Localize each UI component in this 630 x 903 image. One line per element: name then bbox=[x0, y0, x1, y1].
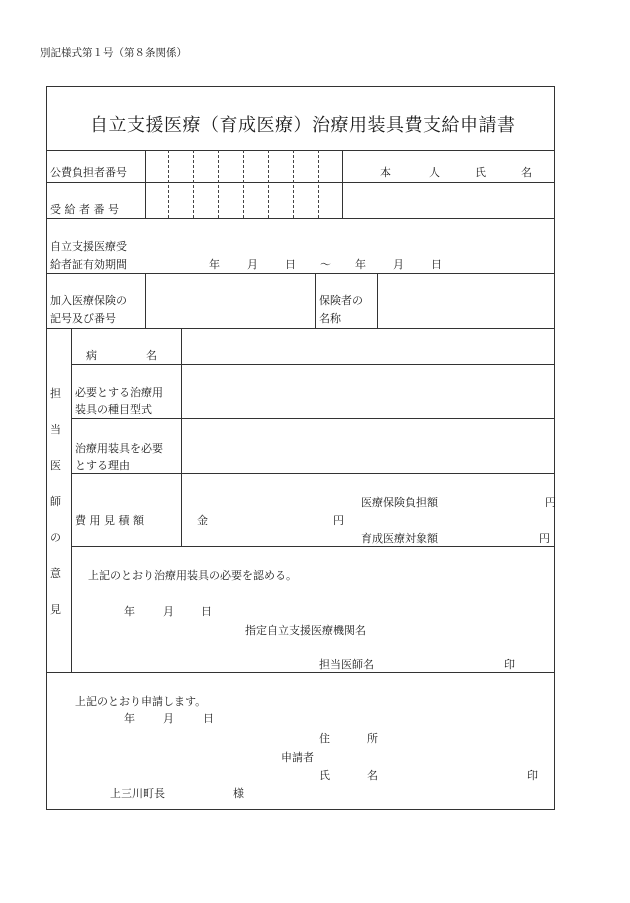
reason-label-1: 治療用装具を必要 bbox=[75, 442, 163, 455]
person-name-char: 名 bbox=[521, 166, 532, 179]
form-code: 別記様式第１号（第８条関係） bbox=[40, 47, 187, 59]
approval-month: 月 bbox=[163, 605, 174, 618]
rule bbox=[46, 218, 555, 219]
name-label-char: 名 bbox=[367, 769, 378, 782]
person-name-char: 人 bbox=[429, 166, 440, 179]
rule bbox=[315, 273, 316, 328]
side-label-char: 医 bbox=[50, 459, 61, 472]
rule bbox=[71, 364, 555, 365]
address-label-char: 住 bbox=[319, 732, 330, 745]
person-name-input[interactable] bbox=[344, 184, 553, 216]
insurance-number-input[interactable] bbox=[147, 275, 313, 326]
rule bbox=[145, 273, 146, 328]
rule bbox=[145, 150, 146, 218]
person-name-char: 氏 bbox=[475, 166, 486, 179]
side-label-char: の bbox=[50, 531, 61, 544]
person-name-char: 本 bbox=[380, 166, 391, 179]
validity-tilde: ～ bbox=[320, 258, 331, 271]
validity-day: 日 bbox=[285, 258, 296, 271]
validity-day: 日 bbox=[431, 258, 442, 271]
validity-year: 年 bbox=[209, 258, 220, 271]
side-label-char: 意 bbox=[50, 567, 61, 580]
validity-year: 年 bbox=[355, 258, 366, 271]
insurer-label-2: 名称 bbox=[319, 312, 341, 325]
money-prefix: 金 bbox=[197, 514, 208, 527]
name-label-char: 氏 bbox=[319, 769, 330, 782]
disease-label-char: 名 bbox=[146, 349, 157, 362]
insurer-name-input[interactable] bbox=[379, 275, 553, 326]
doctor-name-label: 担当医師名 bbox=[319, 658, 374, 671]
ikusei-target-label: 育成医療対象額 bbox=[361, 532, 438, 545]
rule bbox=[71, 418, 555, 419]
disease-label-char: 病 bbox=[86, 349, 97, 362]
validity-month: 月 bbox=[247, 258, 258, 271]
apply-year: 年 bbox=[124, 712, 135, 725]
rule bbox=[377, 273, 378, 328]
reason-input[interactable] bbox=[183, 420, 553, 471]
validity-label-1: 自立支援医療受 bbox=[50, 240, 127, 253]
apply-day: 日 bbox=[203, 712, 214, 725]
rule bbox=[71, 473, 555, 474]
rule bbox=[342, 150, 343, 218]
side-label-char: 師 bbox=[50, 495, 61, 508]
burden-number-label: 公費負担者番号 bbox=[50, 166, 127, 179]
rule bbox=[46, 182, 555, 183]
applicant-label: 申請者 bbox=[281, 751, 314, 764]
yen-unit: 円 bbox=[333, 514, 344, 527]
recipient-number-label: 受 給 者 番 号 bbox=[50, 203, 119, 216]
insurance-label-2: 記号及び番号 bbox=[50, 312, 116, 325]
device-type-input[interactable] bbox=[183, 366, 553, 416]
approval-text: 上記のとおり治療用装具の必要を認める。 bbox=[88, 569, 297, 582]
rule bbox=[46, 328, 555, 329]
yen-unit: 円 bbox=[545, 496, 556, 509]
institution-label: 指定自立支援医療機関名 bbox=[245, 624, 366, 637]
yen-unit: 円 bbox=[539, 532, 550, 545]
side-label-char: 当 bbox=[50, 423, 61, 436]
side-label-char: 担 bbox=[50, 387, 61, 400]
addressee-honorific: 様 bbox=[233, 787, 244, 800]
reason-label-2: とする理由 bbox=[75, 459, 130, 472]
insurance-burden-label: 医療保険負担額 bbox=[361, 496, 438, 509]
applicant-seal: 印 bbox=[527, 769, 538, 782]
apply-month: 月 bbox=[163, 712, 174, 725]
validity-label-2: 給者証有効期間 bbox=[50, 258, 127, 271]
address-label-char: 所 bbox=[367, 732, 378, 745]
insurance-label-1: 加入医療保険の bbox=[50, 294, 127, 307]
device-type-label-1: 必要とする治療用 bbox=[75, 386, 163, 399]
apply-text: 上記のとおり申請します。 bbox=[75, 695, 207, 708]
form-title: 自立支援医療（育成医療）治療用装具費支給申請書 bbox=[90, 115, 516, 136]
cost-amount-input[interactable] bbox=[212, 508, 330, 528]
validity-month: 月 bbox=[393, 258, 404, 271]
rule bbox=[46, 672, 555, 673]
device-type-label-2: 装具の種目型式 bbox=[75, 403, 152, 416]
approval-year: 年 bbox=[124, 605, 135, 618]
rule bbox=[46, 150, 555, 151]
disease-name-input[interactable] bbox=[183, 330, 553, 362]
burden-number-input[interactable] bbox=[147, 152, 341, 180]
rule bbox=[181, 328, 182, 546]
side-label-char: 見 bbox=[50, 603, 61, 616]
insurer-label-1: 保険者の bbox=[319, 294, 363, 307]
rule bbox=[71, 328, 72, 672]
recipient-number-input[interactable] bbox=[147, 184, 341, 216]
rule bbox=[46, 273, 555, 274]
approval-day: 日 bbox=[201, 605, 212, 618]
doctor-seal: 印 bbox=[504, 658, 515, 671]
rule bbox=[71, 546, 555, 547]
addressee: 上三川町長 bbox=[110, 787, 165, 800]
cost-estimate-label: 費 用 見 積 額 bbox=[75, 514, 144, 527]
